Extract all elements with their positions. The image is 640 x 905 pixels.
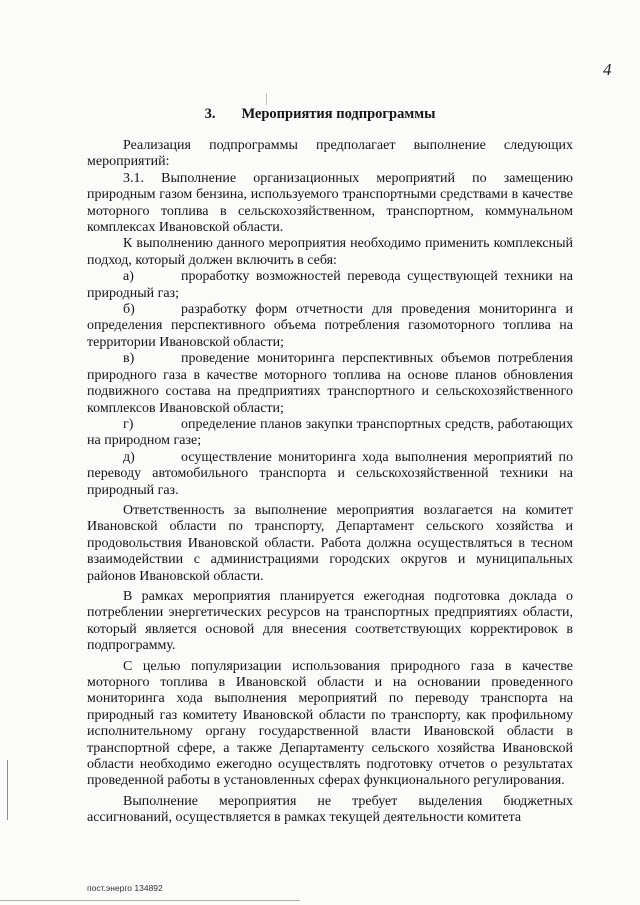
- section-heading: [0, 106, 640, 123]
- paragraph-3-1: 3.1. Выполнение организационных мероприятий по замещению природным газом бензина, используемого транспортными средствами в качестве моторного топлива в сельскохозяйственном, транспортном, коммунальном комплексах Ивановской области.: [87, 170, 573, 236]
- paragraph-approach: К выполнению данного мероприятия необходимо применить комплексный подход, который должен включить в себя:: [87, 236, 573, 268]
- paragraph-report: В рамках мероприятия планируется ежегодная подготовка доклада о потреблении энергетических ресурсов на транспортных предприятиях области, который является основой для внесения соответствующих корректировок в подпрограмму.: [87, 588, 573, 654]
- list-item-d: [87, 450, 573, 499]
- list-item-label: б): [123, 302, 135, 318]
- paragraph-funding: Выполнение мероприятия не требует выделения бюджетных ассигнований, осуществляется в рамках текущей деятельности комитета: [87, 793, 573, 826]
- list-item-label: д): [123, 449, 135, 465]
- list-item-label: в): [123, 351, 135, 367]
- paragraph-popularization: С целью популяризации использования природного газа в качестве моторного топлива в Ивановской области и на основании проведенного мониторинга хода выполнения мероприятий по переводу транспорта на природный газ комитету Ивановской области по транспорту, как профильному исполнительному органу государственной власти Ивановской области в транспортной сфере, а также Департаменту сельского хозяйства Ивановской области необходимо ежегодно осуществлять подготовку отчетов о результатах проведенной работы в установленных сферах функционального регулирования.: [87, 658, 573, 789]
- scan-artifact-line: [0, 900, 300, 901]
- scan-artifact-tick: [266, 93, 267, 105]
- list-item-text: определение планов закупки транспортных средств, работающих на природном газе;: [87, 416, 573, 449]
- scan-artifact-mark: [7, 760, 8, 820]
- paragraph-responsibility: Ответственность за выполнение мероприятия возлагается на комитет Ивановской области по транспорту, Департамент сельского хозяйства и продовольствия Ивановской области. Работа должна осуществляться в тесном взаимодействии с администрациями городских округов и муниципальных районов Ивановской области.: [87, 502, 573, 584]
- list-item-a: [87, 269, 573, 302]
- list-item-label: г): [123, 416, 134, 432]
- list-item-text: проработку возможностей перевода существующей техники на природный газ;: [87, 269, 573, 301]
- list-item-g: [87, 417, 573, 450]
- list-item-text: проведение мониторинга перспективных объемов потребления природного газа в качестве моторного топлива на основе планов обновления подвижного состава на предприятиях транспортного и сельскохозяйственного комплексов Ивановской области;: [87, 351, 573, 416]
- section-title: Мероприятия подпрограммы: [241, 106, 436, 122]
- list-item-b: [87, 302, 573, 351]
- list-item-text: разработку форм отчетности для проведения мониторинга и определения перспективного объема потребления газомоторного топлива на территории Ивановской области;: [87, 302, 573, 350]
- list-item-label: а): [123, 269, 134, 285]
- paragraph-intro: Реализация подпрограммы предполагает выполнение следующих мероприятий:: [87, 138, 573, 170]
- page-number: 4: [603, 60, 612, 79]
- footer-code: пост.энерго 134892: [87, 883, 163, 893]
- section-number: 3.: [204, 106, 216, 122]
- document-body: [87, 138, 573, 827]
- list-item-text: осуществление мониторинга хода выполнения мероприятий по переводу автомобильного транспорта и сельскохозяйственной техники на природный газ.: [87, 449, 573, 498]
- list-item-v: [87, 351, 573, 417]
